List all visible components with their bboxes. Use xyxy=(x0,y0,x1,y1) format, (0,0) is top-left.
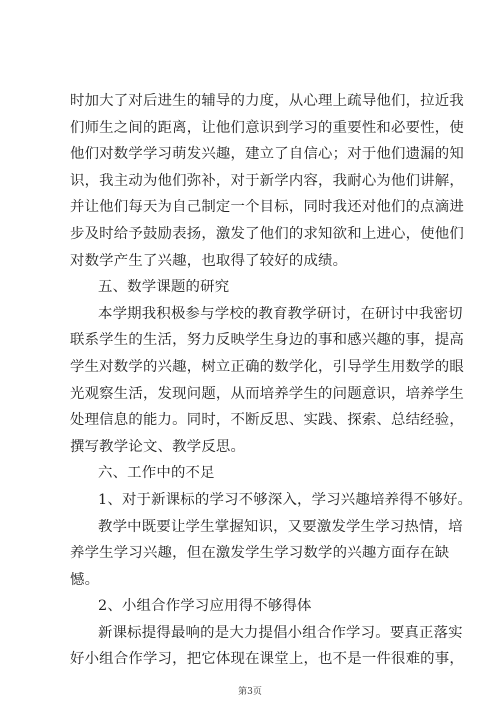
text-line: 憾。 xyxy=(70,571,100,588)
paragraph xyxy=(70,620,464,673)
text-line: 养学生学习兴趣，但在激发学生学习数学的兴趣方面存在缺 xyxy=(70,545,450,562)
text-line: 处理信息的能力。同时，不断反思、实践、探索、总结经验， xyxy=(70,412,464,429)
text-line: 联系学生的生活，努力反映学生身边的事和感兴趣的事，提高 xyxy=(70,332,464,349)
section-heading xyxy=(70,460,432,487)
section-heading xyxy=(70,593,432,620)
paragraph xyxy=(70,88,464,274)
text-line: 本学期我积极参与学校的教育教学研讨，在研讨中我密切 xyxy=(98,305,463,322)
text-line: 对数学产生了兴趣，也取得了较好的成绩。 xyxy=(70,252,348,269)
text-line: 六、工作中的不足 xyxy=(98,465,215,482)
text-line: 教学中既要让学生掌握知识，又要激发学生学习热情，培 xyxy=(98,518,463,535)
text-line: 新课标提得最响的是大力提倡小组合作学习。要真正落实 xyxy=(98,624,463,641)
text-line: 五、数学课题的研究 xyxy=(98,279,230,296)
section-heading xyxy=(70,487,473,514)
text-line: 1、对于新课标的学习不够深入，学习兴趣培养得不够好。 xyxy=(98,491,473,508)
paragraph xyxy=(70,514,463,594)
paragraph xyxy=(70,301,464,461)
text-line: 步及时给予鼓励表扬，激发了他们的求知欲和上进心，使他们 xyxy=(70,225,464,242)
text-line: 他们对数学学习萌发兴趣，建立了自信心；对于他们遗漏的知 xyxy=(70,146,464,163)
text-line: 时加大了对后进生的辅导的力度，从心理上疏导他们，拉近我 xyxy=(70,93,464,109)
page-number: 第3页 xyxy=(238,687,262,697)
section-heading xyxy=(70,274,432,301)
text-line: 学生对数学的兴趣，树立正确的数学化，引导学生用数学的眼 xyxy=(70,358,464,375)
text-line: 撰写教学论文、教学反思。 xyxy=(70,438,246,455)
document-body xyxy=(70,88,473,673)
text-line: 好小组合作学习，把它体现在课堂上，也不是一件很难的事， xyxy=(70,651,464,668)
text-line: 并让他们每天为自己制定一个目标，同时我还对他们的点滴进 xyxy=(70,199,464,216)
text-line: 2、小组合作学习应用得不够得体 xyxy=(98,598,312,615)
text-line: 光观察生活，发现问题，从而培养学生的问题意识，培养学生 xyxy=(70,385,464,402)
text-line: 们师生之间的距离，让他们意识到学习的重要性和必要性，使 xyxy=(70,119,464,136)
text-line: 识，我主动为他们弥补，对于新学内容，我耐心为他们讲解， xyxy=(70,172,464,189)
